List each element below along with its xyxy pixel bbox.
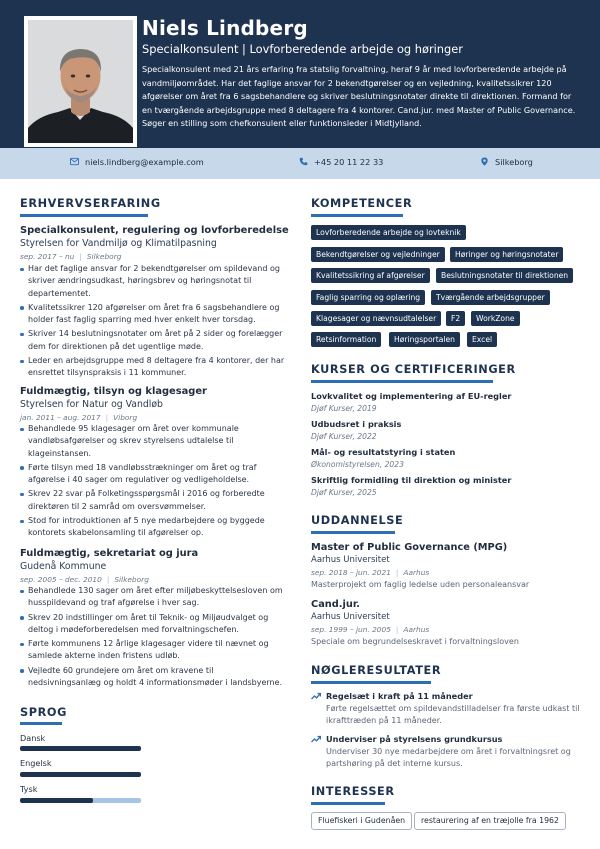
job-bullets <box>20 585 285 691</box>
language-name: Engelsk <box>20 758 52 768</box>
envelope-icon <box>70 157 79 166</box>
job-organization: Styrelsen for Vandmiljø og Klimatilpasning <box>20 238 217 249</box>
skill-tag: Tværgående arbejdsgrupper <box>431 290 550 305</box>
job-location: Silkeborg <box>86 252 122 261</box>
list-item: Behandlede 95 klagesager om året over kommunale vandløbsafgørelser og skrev styrelsens udtalelse til klageinstansen. <box>20 423 285 460</box>
section-underline <box>20 214 148 217</box>
job-dates: jan. 2011 – aug. 2017 <box>20 413 101 422</box>
skill-tag: Kvalitetssikring af afgørelser <box>311 268 430 283</box>
education-location: Aarhus <box>403 625 430 634</box>
job-bullets <box>20 263 285 382</box>
list-item: Behandlede 130 sager om året efter miljøbeskyttelsesloven om husspildevand og traf afgørelse i hver sag. <box>20 585 285 610</box>
skill-tag: WorkZone <box>471 311 520 326</box>
language-level-fill <box>20 772 141 777</box>
job-title: Fuldmægtig, sekretariat og jura <box>20 548 199 559</box>
education-school: Aarhus Universitet <box>311 555 390 565</box>
course-meta: Djøf Kurser, 2025 <box>311 488 377 497</box>
education-meta: sep. 1999 – jun. 2005 | Aarhus <box>311 625 430 634</box>
course-meta: Djøf Kurser, 2019 <box>311 404 377 413</box>
location-text: Silkeborg <box>495 157 533 167</box>
list-item: Stod for introduktionen af 5 nye medarbejdere og byggede kontorets skabelonsamling til afgørelser op. <box>20 515 285 540</box>
list-item: Skrev 22 svar på Folketingsspørgsmål i 2016 og forberedte direktøren til 2 samråd om oversvømmelser. <box>20 488 285 513</box>
achievement-description: Førte regelsættet om spildevandstilladelser fra første udkast til ikrafttræden på 11 måneder. <box>326 704 580 726</box>
education-degree: Master of Public Governance (MPG) <box>311 542 508 553</box>
phone-icon <box>299 157 308 166</box>
job-bullets <box>20 423 285 542</box>
profile-summary: Specialkonsulent med 21 års erfaring fra statslig forvaltning, heraf 9 år med lovforberedende arbejde på vandmiljøområdet. Har det faglige ansvar for 2 bekendtgørelser og en vejledning, kvalitetssikrer 120 afgørelser om året fra 6 sagsbehandlere og skriver beslutningsnotater direkte til direktionen. Formand for en tværgående arbejdsgruppe med 8 deltagere fra 4 kontorer. Cand.jur. med Master of Public Governance. Søger en stilling som chefkonsulent eller funktionsleder i Midtjylland. <box>142 64 576 129</box>
language-level-fill <box>20 798 93 803</box>
skill-tag: Lovforberedende arbejde og lovteknik <box>311 225 466 240</box>
contact-email[interactable] <box>70 157 204 167</box>
portrait-image <box>28 20 133 143</box>
job-organization: Gudenå Kommune <box>20 561 107 572</box>
skill-tag: Bekendtgørelser og vejledninger <box>311 247 445 262</box>
section-title-achievements: NØGLERESULTATER <box>311 664 442 677</box>
course-meta: Økonomistyrelsen, 2023 <box>311 460 404 469</box>
email-text: niels.lindberg@example.com <box>85 157 204 167</box>
education-meta: sep. 2018 – jun. 2021 | Aarhus <box>311 568 430 577</box>
job-dates: sep. 2005 – dec. 2010 <box>20 575 102 584</box>
skill-tag: Beslutningsnotater til direktionen <box>436 268 573 283</box>
contact-phone[interactable] <box>299 157 383 167</box>
education-degree: Cand.jur. <box>311 599 360 610</box>
language-level-fill <box>20 746 141 751</box>
interest-tag: Fluefiskeri i Gudenåen <box>311 812 412 830</box>
section-title-interests: INTERESSER <box>311 785 395 798</box>
skill-tag: Faglig sparring og oplæring <box>311 290 425 305</box>
list-item: Kvalitetssikrer 120 afgørelser om året fra 6 sagsbehandlere og holder fast faglig sparring med hver enkelt hver torsdag. <box>20 302 285 327</box>
profile-photo <box>24 16 137 147</box>
education-school: Aarhus Universitet <box>311 612 390 622</box>
list-item: Førte tilsyn med 18 vandløbsstrækninger om året og traf afgørelse i 40 sager om regulativer og vedligeholdelse. <box>20 462 285 487</box>
section-title-courses: KURSER OG CERTIFICERINGER <box>311 363 516 376</box>
header <box>0 0 600 148</box>
course-title: Udbudsret i praksis <box>311 419 402 429</box>
course-title: Lovkvalitet og implementering af EU-regler <box>311 391 512 401</box>
list-item: Skrev 20 indstillinger om året til Teknik- og Miljøudvalget og deltog i mødeforberedelsen med forvaltningschefen. <box>20 612 285 637</box>
list-item: Vejledte 60 grundejere om året om kravene til nedsivningsanlæg og holdt 4 informationsmøder i landsbyerne. <box>20 665 285 690</box>
language-level-bar <box>20 772 141 777</box>
job-title: Specialkonsulent, regulering og lovforberedelse <box>20 225 289 236</box>
skill-tag: Høringsportalen <box>389 332 460 347</box>
job-location: Silkeborg <box>114 575 149 584</box>
language-name: Tysk <box>20 784 38 794</box>
skill-tag: Høringer og høringsnotater <box>450 247 563 262</box>
skill-tag: Retsinformation <box>311 332 381 347</box>
education-location: Aarhus <box>403 568 430 577</box>
education-description: Masterprojekt om faglig ledelse uden personaleansvar <box>311 580 530 589</box>
job-title: Fuldmægtig, tilsyn og klagesager <box>20 386 207 397</box>
education-description: Speciale om begrundelseskravet i forvaltningsloven <box>311 637 519 646</box>
job-organization: Styrelsen for Natur og Vandløb <box>20 399 163 410</box>
candidate-name: Niels Lindberg <box>142 16 308 40</box>
achievement-title: Regelsæt i kraft på 11 måneder <box>326 691 473 701</box>
achievement-title: Underviser på styrelsens grundkursus <box>326 734 503 744</box>
course-title: Skriftlig formidling til direktion og minister <box>311 475 512 485</box>
skill-tag: F2 <box>446 311 465 326</box>
course-title: Mål- og resultatstyring i staten <box>311 447 456 457</box>
achievement-description: Underviser 30 nye medarbejdere om året i forvaltningsret og partshøring på det interne kursus. <box>326 747 571 769</box>
list-item: Skriver 14 beslutningsnotater om året på 2 sider og forelægger dem for direktionen på det ugentlige møde. <box>20 328 285 353</box>
section-title-experience: ERHVERVSERFARING <box>20 197 161 210</box>
section-underline <box>311 531 395 534</box>
skill-tag: Excel <box>467 332 497 347</box>
education-dates: sep. 2018 – jun. 2021 <box>311 568 391 577</box>
language-level-bar <box>20 798 141 803</box>
list-item: Har det faglige ansvar for 2 bekendtgørelser om spildevand og skriver ændringsudkast, høringsbrev og høringsnotat til departementet. <box>20 263 285 300</box>
section-title-education: UDDANNELSE <box>311 514 404 527</box>
trend-up-icon <box>311 692 321 700</box>
section-underline <box>20 722 62 725</box>
education-dates: sep. 1999 – jun. 2005 <box>311 625 391 634</box>
contact-location <box>480 157 533 167</box>
language-name: Dansk <box>20 733 46 743</box>
contact-bar <box>0 148 600 179</box>
section-underline <box>311 681 431 684</box>
interest-tag: restaurering af en træjolle fra 1962 <box>414 812 566 830</box>
job-location: Viborg <box>113 413 138 422</box>
course-meta: Djøf Kurser, 2022 <box>311 432 377 441</box>
phone-text: +45 20 11 22 33 <box>314 157 384 167</box>
location-pin-icon <box>480 157 489 166</box>
skill-tag: Klagesager og nævnsudtalelser <box>311 311 441 326</box>
trend-up-icon <box>311 735 321 743</box>
section-underline <box>311 802 385 805</box>
section-underline <box>311 380 493 383</box>
section-title-skills: KOMPETENCER <box>311 197 413 210</box>
section-underline <box>311 214 403 217</box>
list-item: Førte kommunens 12 årlige klagesager videre til nævnet og samlede akterne inden fristens udløb. <box>20 638 285 663</box>
job-dates: sep. 2017 – nu <box>20 252 75 261</box>
job-meta: sep. 2017 – nu | Silkeborg <box>20 252 122 261</box>
list-item: Leder en arbejdsgruppe med 8 deltagere fra 4 kontorer, der har ensrettet tilsynspraksis i 11 kommuner. <box>20 355 285 380</box>
candidate-headline: Specialkonsulent | Lovforberedende arbejde og høringer <box>142 42 463 56</box>
job-meta: sep. 2005 – dec. 2010 | Silkeborg <box>20 575 149 584</box>
section-title-languages: SPROG <box>20 706 67 719</box>
job-meta: jan. 2011 – aug. 2017 | Viborg <box>20 413 138 422</box>
language-level-bar <box>20 746 141 751</box>
